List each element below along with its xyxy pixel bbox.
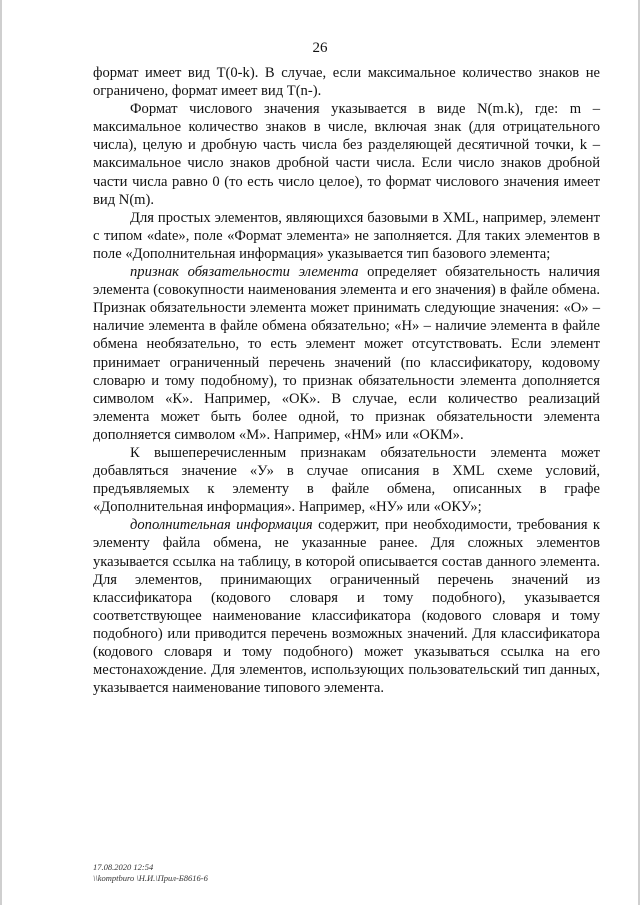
body-text xyxy=(93,64,600,697)
footer-timestamp: 17.08.2020 12:54 xyxy=(93,862,154,872)
paragraph xyxy=(93,100,600,209)
paragraph-text: Формат числового значения указывается в виде N(m.k), где: m – максимальное количество знаков в числе, включая знак (для отрицательного числа), целую и дробную часть числа без разделяющей десятичной точки, k – максимальное число знаков дробной части числа. Если число знаков дробной части числа равно 0 (то есть число целое), то формат числового значения имеет вид N(m). xyxy=(93,101,600,208)
paragraph xyxy=(93,444,600,516)
paragraph xyxy=(93,516,600,697)
footer-file-path: \\komptburo \Н.И.\Прил-Б8616-6 xyxy=(93,873,208,883)
paragraph-text: К вышеперечисленным признакам обязательности элемента может добавляться значение «У» в случае описания в XML схеме условий, предъявляемых к элементу в файле обмена, описанных в графе «Дополнительная информация». Например, «НУ» или «ОКУ»; xyxy=(93,444,600,516)
page-number: 26 xyxy=(312,40,328,56)
paragraph-text: Для простых элементов, являющихся базовыми в XML, например, элемент с типом «date», поле «Формат элемента» не заполняется. Для таких элементов в поле «Дополнительная информация» указывается тип базового элемента; xyxy=(93,209,600,262)
scan-edge-left xyxy=(0,0,2,905)
paragraph-text: определяет обязательность наличия элемента (совокупности наименования элемента и его значения) в файле обмена. Признак обязательности элемента может принимать следующие значения: «О» – наличие элемента в файле обмена обязательно; «Н» – наличие элемента в файле обмена необязательно, то есть элемент может отсутствовать. Если элемент принимает ограниченный перечень значений (по классификатору, кодовому словарю и тому подобному), то признак обязательности элемента дополняется символом «К». Например, «ОК». В случае, если количество реализаций элемента может быть более одной, то признак обязательности элемента дополняется символом «М». Например, «НМ» или «ОКМ». xyxy=(93,264,600,443)
paragraph xyxy=(93,64,600,100)
paragraph xyxy=(93,209,600,263)
footer xyxy=(93,862,208,884)
paragraph-text: формат имеет вид T(0-k). В случае, если максимальное количество знаков не ограничено, формат имеет вид T(n-). xyxy=(93,65,600,100)
italic-term: дополнительная информация xyxy=(130,517,313,534)
paragraph xyxy=(93,263,600,444)
paragraph-text: содержит, при необходимости, требования к элементу файла обмена, не указанные ранее. Для сложных элементов указывается ссылка на таблицу, в которой описывается состав данного элемента. Для элементов, принимающих ограниченный перечень значений из классификатора (кодового словаря и тому подобного), указывается соответствующее наименование классификатора (кодового словаря и тому подобного) или приводится перечень возможных значений. Для классификатора (кодового словаря и тому подобного) может указываться ссылка на его местонахождение. Для элементов, использующих пользовательский тип данных, указывается наименование типового элемента. xyxy=(93,517,600,697)
italic-term: признак обязательности элемента xyxy=(130,264,359,281)
